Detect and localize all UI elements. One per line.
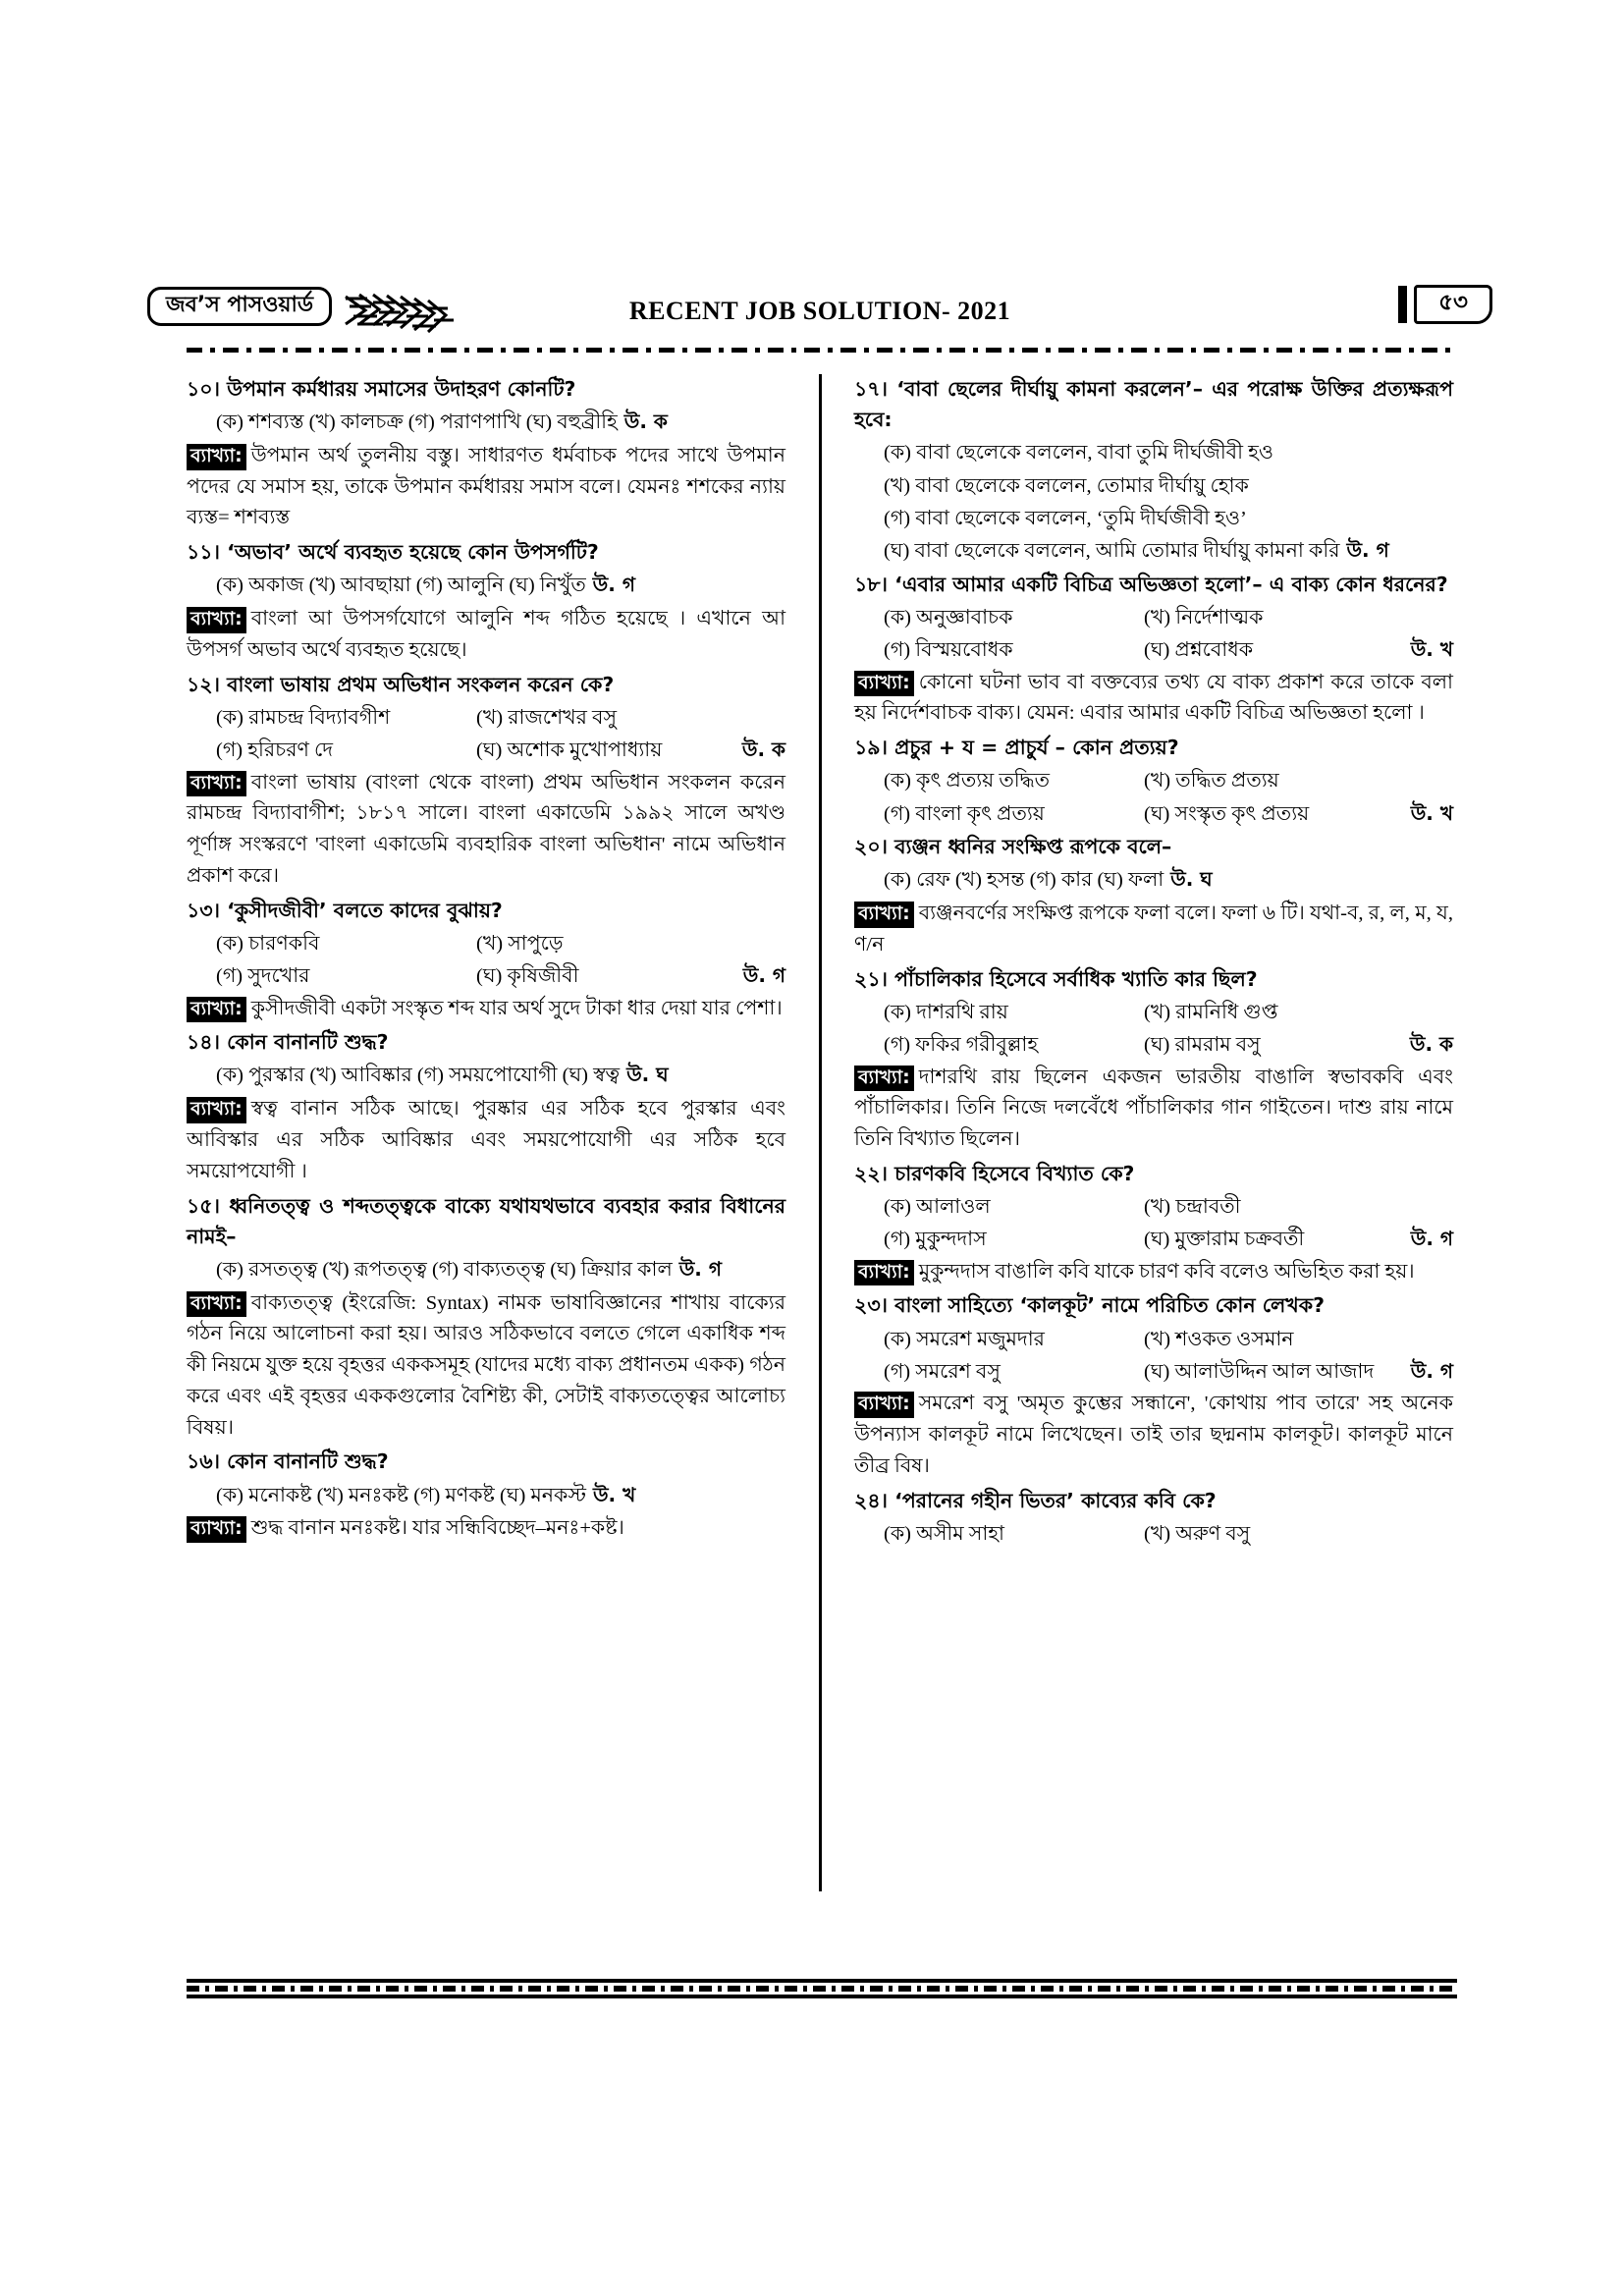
- question-text: ১৯। প্রচুর + য = প্রাচুর্য – কোন প্রত্যয়?: [854, 736, 1179, 760]
- answer-label: উ. গ: [1410, 1227, 1453, 1251]
- option-text[interactable]: (গ) বাবা ছেলেকে বললেন, ‘তুমি দীর্ঘজীবী হও’: [884, 508, 1247, 530]
- page-title: RECENT JOB SOLUTION- 2021: [628, 297, 1011, 325]
- explanation-tag: ব্যাখ্যা:: [187, 997, 246, 1023]
- answer-label: উ. গ: [585, 573, 635, 597]
- explanation-tag: ব্যাখ্যা:: [187, 771, 246, 797]
- option-row: [854, 1324, 1453, 1355]
- question-block: [854, 1486, 1453, 1551]
- question-text: ২৪। ‘পরানের গহীন ভিতর’ কাব্যের কবি কে?: [854, 1488, 1217, 1512]
- option-b[interactable]: (ঘ) মুক্তারাম চক্রবর্তী উ. গ: [1144, 1224, 1453, 1255]
- question-text: ১০। উপমান কর্মধারয় সমাসের উদাহরণ কোনটি?: [187, 377, 576, 401]
- option-b[interactable]: (ঘ) প্রশ্নবোধক উ. খ: [1144, 634, 1453, 666]
- option-b[interactable]: (ঘ) রামরাম বসু উ. ক: [1144, 1029, 1453, 1061]
- option-row: [187, 735, 785, 766]
- question-block: [187, 670, 785, 893]
- answer-label: উ. ঘ: [1164, 867, 1213, 892]
- question-text: ১৬। কোন বানানটি শুদ্ধ?: [187, 1449, 389, 1474]
- left-column: [187, 374, 785, 1891]
- question-block: [854, 1290, 1453, 1482]
- question-text: ১১। ‘অভাব’ অর্থে ব্যবহৃত হয়েছে কোন উপসর্গটি?: [187, 540, 599, 565]
- explanation-text: ব্যাখ্যা: বাক্যতত্ত্ব (ইংরেজি: Syntax) নামক ভাষাবিজ্ঞানের শাখায় বাক্যের গঠন নিয়ে আলোচনা করা হয়। আরও সঠিকভাবে বলতে গেলে একাধিক শব্দ কী নিয়মে যুক্ত হয়ে বৃহত্তর এককসমূহ (যাদের মধ্যে বাক্য প্রধানতম একক) গঠন করে এবং এই বৃহত্তর এককগুলোর বৈশিষ্ট্য কী, সেটাই বাক্যতত্ত্বের আলোচ্য বিষয়।: [187, 1291, 785, 1439]
- option-a[interactable]: (ক) অনুজ্ঞাবাচক: [884, 606, 1013, 629]
- page-header: [166, 285, 1468, 346]
- question-text: ১২। বাংলা ভাষায় প্রথম অভিধান সংকলন করেন কে?: [187, 672, 615, 696]
- answer-label: উ. গ: [1339, 538, 1389, 563]
- decorative-swoosh-icon: [344, 291, 471, 338]
- explanation-text: ব্যাখ্যা: সমরেশ বসু 'অমৃত কুম্ভের সন্ধানে', 'কোথায় পাব তারে' সহ অনেক উপন্যাস কালকূট নামে লিখেছেন। তাই তার ছদ্মনাম কালকূট। কালকূট মানে তীব্র বিষ।: [854, 1393, 1453, 1477]
- option-b[interactable]: (খ) চন্দ্রাবতী: [1144, 1195, 1241, 1218]
- question-text: ১৫। ধ্বনিতত্ত্ব ও শব্দতত্ত্বকে বাক্যে যথাযথভাবে ব্যবহার করার বিধানের নামই–: [187, 1193, 785, 1248]
- option-row: [854, 1029, 1453, 1061]
- explanation-text: ব্যাখ্যা: ব্যঞ্জনবর্ণের সংক্ষিপ্ত রূপকে ফলা বলে। ফলা ৬ টি। যথা-ব, র, ল, ম, য, ণ/ন: [854, 902, 1453, 956]
- option-a[interactable]: (গ) বিস্ময়বোধক: [884, 639, 1013, 662]
- explanation-text: ব্যাখ্যা: দাশরথি রায় ছিলেন একজন ভারতীয় বাঙালি স্বভাবকবি এবং পাঁচালিকার। তিনি নিজে দলবেঁধে পাঁচালিকার গান গাইতেন। দাশু রায় নামে তিনি বিখ্যাত ছিলেন।: [854, 1066, 1453, 1151]
- question-block: [854, 1159, 1453, 1288]
- option-a[interactable]: (গ) হরিচরণ দে: [216, 739, 334, 762]
- question-text: ১৪। কোন বানানটি শুদ্ধ?: [187, 1030, 389, 1055]
- option-b[interactable]: (খ) অরুণ বসু: [1144, 1522, 1251, 1545]
- question-text: ২৩। বাংলা সাহিত্যে ‘কালকূট’ নামে পরিচিত কোন লেখক?: [854, 1293, 1325, 1318]
- question-block: [187, 537, 785, 666]
- option-text[interactable]: (ঘ) বাবা ছেলেকে বললেন, আমি তোমার দীর্ঘায়ু কামনা করি উ. গ: [884, 538, 1389, 563]
- explanation-text: ব্যাখ্যা: উপমান অর্থ তুলনীয় বস্তু। সাধারণত ধর্মবাচক পদের সাথে উপমান পদের যে সমাস হয়, তাকে উপমান কর্মধারয় সমাস বলে। যেমনঃ শশকের ন্যায় ব্যস্ত= শশব্যস্ত: [187, 444, 785, 529]
- option-text[interactable]: (খ) বাবা ছেলেকে বললেন, তোমার দীর্ঘায়ু হোক: [884, 474, 1249, 497]
- explanation-tag: ব্যাখ্যা:: [854, 671, 914, 697]
- options-inline: (ক) মনোকষ্ট (খ) মনঃকষ্ট (গ) মণকষ্ট (ঘ) মনকস্ট উ. খ: [216, 1482, 636, 1506]
- answer-label: উ. খ: [585, 1482, 636, 1506]
- answer-label: উ. ঘ: [620, 1063, 669, 1087]
- footer-line-top: [187, 1979, 1457, 1983]
- explanation-tag: ব্যাখ্যা:: [187, 444, 246, 470]
- options-inline: (ক) রেফ (খ) হসন্ত (গ) কার (ঘ) ফলা উ. ঘ: [884, 867, 1213, 892]
- option-text[interactable]: (ক) বাবা ছেলেকে বললেন, বাবা তুমি দীর্ঘজীবী হও: [884, 442, 1273, 465]
- option-row: [854, 1224, 1453, 1255]
- answer-label: উ. খ: [1410, 800, 1453, 825]
- two-column-body: [187, 374, 1453, 1891]
- option-row[interactable]: [854, 437, 1453, 468]
- option-b[interactable]: (ঘ) অশোক মুখোপাধ্যায় উ. ক: [476, 735, 785, 766]
- option-row: [854, 634, 1453, 666]
- question-block: [187, 374, 785, 534]
- option-b[interactable]: (খ) সাপুড়ে: [476, 932, 564, 955]
- column-divider: [785, 374, 854, 1891]
- question-block: [854, 964, 1453, 1156]
- option-a[interactable]: (গ) সুদখোর: [216, 965, 310, 988]
- answer-label: উ. গ: [672, 1256, 722, 1281]
- option-row: [854, 1356, 1453, 1388]
- explanation-text: ব্যাখ্যা: বাংলা আ উপসর্গযোগে আলুনি শব্দ গঠিত হয়েছে । এখানে আ উপসর্গ অভাব অর্থে ব্যবহৃত হয়েছে।: [187, 608, 785, 661]
- options-inline: (ক) শশব্যস্ত (খ) কালচক্র (গ) পরাণপাখি (ঘ) বহুব্রীহি উ. ক: [216, 410, 668, 434]
- explanation-text: ব্যাখ্যা: স্বত্ব বানান সঠিক আছে। পুরষ্কার এর সঠিক হবে পুরস্কার এবং আবিস্কার এর সঠিক আবিষ্কার এবং সময়পোযোগী এর সঠিক হবে সময়োপযোগী ।: [187, 1098, 785, 1182]
- footer-line-dashed: [187, 1986, 1457, 1992]
- header-divider: [187, 348, 1453, 353]
- option-row[interactable]: [854, 535, 1453, 567]
- question-block: [854, 570, 1453, 730]
- answer-label: উ. ক: [1409, 1032, 1453, 1057]
- explanation-text: ব্যাখ্যা: কোনো ঘটনা ভাব বা বক্তব্যের তথ্য যে বাক্য প্রকাশ করে তাকে বলা হয় নির্দেশবাচক বাক্য। যেমন: এবার আমার একটি বিচিত্র অভিজ্ঞতা হলো ।: [854, 671, 1453, 725]
- question-text: ১৭। ‘বাবা ছেলের দীর্ঘায়ু কামনা করলেন’– এর পরোক্ষ উক্তির প্রত্যক্ষরূপ হবে:: [854, 377, 1453, 432]
- question-block: [187, 896, 785, 1025]
- option-a[interactable]: (গ) মুকুন্দদাস: [884, 1229, 987, 1251]
- question-block: [854, 374, 1453, 568]
- footer-line-bottom: [187, 1995, 1457, 1998]
- option-b[interactable]: (ঘ) সংস্কৃত কৃৎ প্রত্যয় উ. খ: [1144, 798, 1453, 830]
- option-a[interactable]: (ক) রামচন্দ্র বিদ্যাবগীশ: [216, 706, 391, 729]
- page-number: ৫৩: [1414, 285, 1492, 324]
- answer-label: উ. গ: [742, 963, 785, 988]
- question-text: ২১। পাঁচালিকার হিসেবে সর্বাধিক খ্যাতি কার ছিল?: [854, 966, 1258, 991]
- explanation-text: ব্যাখ্যা: কুসীদজীবী একটা সংস্কৃত শব্দ যার অর্থ সুদে টাকা ধার দেয়া যার পেশা।: [187, 994, 785, 1025]
- question-block: [854, 733, 1453, 830]
- option-a[interactable]: (ক) কৃৎ প্রত্যয় তদ্ধিত: [884, 770, 1051, 793]
- option-a[interactable]: (গ) বাংলা কৃৎ প্রত্যয়: [884, 802, 1045, 825]
- explanation-tag: ব্যাখ্যা:: [187, 607, 246, 633]
- answer-label: উ. খ: [1410, 637, 1453, 662]
- question-text: ১৩। ‘কুসীদজীবী’ বলতে কাদের বুঝায়?: [187, 898, 503, 922]
- explanation-text: ব্যাখ্যা: বাংলা ভাষায় (বাংলা থেকে বাংলা) প্রথম অভিধান সংকলন করেন রামচন্দ্র বিদ্যাবাগীশ; ১৮১৭ সালে। বাংলা একাডেমি ১৯৯২ সালে অখণ্ড পূর্ণাঙ্গ সংস্করণে 'বাংলা একাডেমি ব্যবহারিক বাংলা অভিধান' নামে অভিধান প্রকাশ করে।: [187, 771, 785, 887]
- explanation-text: ব্যাখ্যা: মুকুন্দদাস বাঙালি কবি যাকে চারণ কবি বলেও অভিহিত করা হয়।: [854, 1257, 1453, 1288]
- option-a[interactable]: (ক) দাশরথি রায়: [884, 1001, 1008, 1023]
- option-row[interactable]: [854, 470, 1453, 502]
- explanation-tag: ব্যাখ্যা:: [187, 1097, 246, 1123]
- question-text: ২২। চারণকবি হিসেবে বিখ্যাত কে?: [854, 1161, 1135, 1185]
- options-inline: (ক) রসতত্ত্ব (খ) রূপতত্ত্ব (গ) বাক্যতত্ত্ব (ঘ) ক্রিয়ার কাল উ. গ: [216, 1256, 722, 1281]
- explanation-tag: ব্যাখ্যা:: [854, 902, 914, 928]
- option-b[interactable]: (খ) রাজশেখর বসু: [476, 706, 617, 729]
- option-row: [854, 1191, 1453, 1223]
- option-row: [854, 765, 1453, 796]
- brand-logo: জব’স পাসওয়ার্ড: [147, 287, 332, 326]
- options-inline: (ক) অকাজ (খ) আবছায়া (গ) আলুনি (ঘ) নিখুঁত উ. গ: [216, 573, 635, 597]
- option-row: [187, 702, 785, 734]
- options-inline: (ক) পুরস্কার (খ) আবিষ্কার (গ) সময়পোযোগী (ঘ) স্বত্ব উ. ঘ: [216, 1063, 669, 1087]
- explanation-tag: ব্যাখ্যা:: [854, 1066, 914, 1092]
- option-row: [854, 997, 1453, 1028]
- option-b[interactable]: (খ) শওকত ওসমান: [1144, 1328, 1294, 1350]
- option-row: [854, 798, 1453, 830]
- option-a[interactable]: (গ) ফকির গরীবুল্লাহ: [884, 1034, 1039, 1057]
- page-content-area: [166, 285, 1468, 1891]
- question-block: [187, 1447, 785, 1545]
- option-b[interactable]: (ঘ) আলাউদ্দিন আল আজাদ উ. গ: [1144, 1356, 1453, 1388]
- explanation-tag: ব্যাখ্যা:: [854, 1392, 914, 1418]
- option-a[interactable]: (ক) অসীম সাহা: [884, 1522, 1004, 1545]
- explanation-text: ব্যাখ্যা: শুদ্ধ বানান মনঃকষ্ট। যার সন্ধিবিচ্ছেদ–মনঃ+কষ্ট।: [187, 1513, 785, 1545]
- option-a[interactable]: (গ) সমরেশ বসু: [884, 1361, 1001, 1384]
- question-block: [187, 1191, 785, 1445]
- answer-label: উ. ক: [741, 738, 785, 762]
- question-text: ২০। ব্যঞ্জন ধ্বনির সংক্ষিপ্ত রূপকে বলে–: [854, 835, 1172, 859]
- page-number-group: [1398, 285, 1492, 324]
- option-row: [187, 960, 785, 992]
- option-a[interactable]: (ক) চারণকবি: [216, 932, 320, 955]
- question-text: ১৮। ‘এবার আমার একটি বিচিত্র অভিজ্ঞতা হলো’– এ বাক্য কোন ধরনের?: [854, 572, 1448, 596]
- page-footer-divider: [187, 1979, 1457, 1998]
- explanation-tag: ব্যাখ্যা:: [187, 1516, 246, 1543]
- option-row: [187, 928, 785, 959]
- option-b[interactable]: (খ) রামনিধি গুপ্ত: [1144, 1001, 1278, 1023]
- option-row: [854, 602, 1453, 633]
- question-block: [187, 1027, 785, 1187]
- question-block: [854, 832, 1453, 960]
- option-row[interactable]: [854, 503, 1453, 534]
- option-a[interactable]: (ক) আলাওল: [884, 1195, 991, 1218]
- option-a[interactable]: (ক) সমরেশ মজুমদার: [884, 1328, 1045, 1350]
- page-number-bar-icon: [1398, 286, 1407, 323]
- option-b[interactable]: (ঘ) কৃষিজীবী উ. গ: [476, 960, 785, 992]
- option-row: [854, 1518, 1453, 1550]
- explanation-tag: ব্যাখ্যা:: [187, 1291, 246, 1318]
- right-column: [854, 374, 1453, 1891]
- answer-label: উ. ক: [617, 410, 668, 434]
- answer-label: উ. গ: [1410, 1359, 1453, 1384]
- explanation-tag: ব্যাখ্যা:: [854, 1260, 914, 1286]
- option-b[interactable]: (খ) তদ্ধিত প্রত্যয়: [1144, 770, 1279, 793]
- option-b[interactable]: (খ) নির্দেশাত্মক: [1144, 606, 1264, 629]
